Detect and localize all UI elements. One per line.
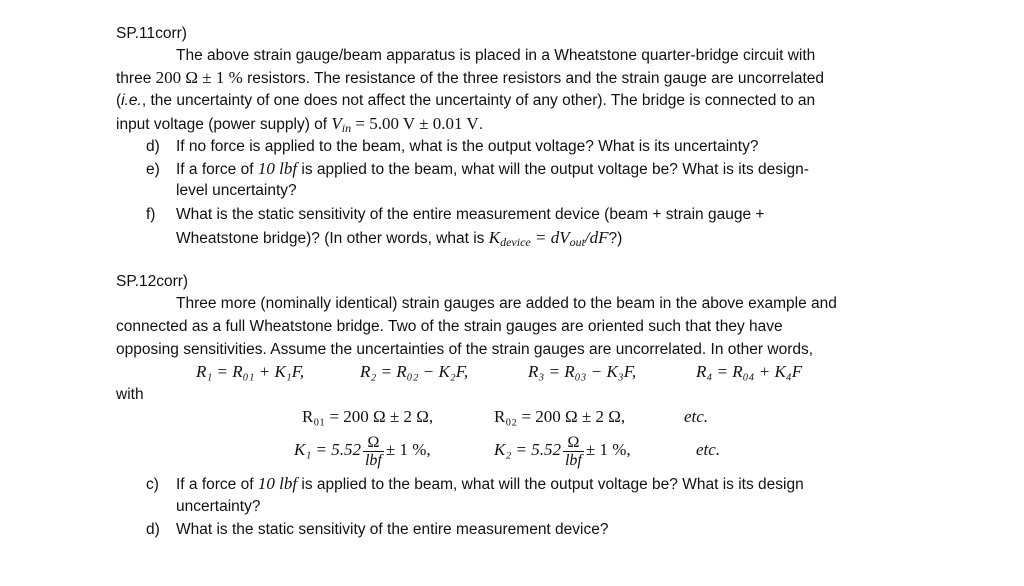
unit-fraction: $\frac{\Omega}{\text{lbf}}$ <box>364 433 382 469</box>
item-label: c) <box>146 476 159 493</box>
eq-r2: R₂ = R₀₂ − K₂F, <box>360 362 469 381</box>
sp12-intro-line1: Three more (nominally identical) strain gauges are added to the beam in the above example and <box>176 295 837 312</box>
sp12-item-d: d) What is the static sensitivity of the entire measurement device? <box>146 521 609 538</box>
eq-k1: K₁ = 5.52 $\frac{\Omega}{\text{lbf}}$ ± 1 %, <box>294 433 431 469</box>
sp11-item-e-cont: level uncertainty? <box>176 182 297 199</box>
eq-r3: R₃ = R₀₃ − K₃F, <box>528 362 637 381</box>
eq-r01: R₀₁ = 200 Ω ± 2 Ω, <box>302 407 434 426</box>
eq-r4: R₄ = R₀₄ + K₄F <box>696 362 803 381</box>
item-label: e) <box>146 161 160 178</box>
item-label: d) <box>146 521 160 538</box>
sp11-intro-line2: three 200 Ω ± 1 % resistors. The resistance of the three resistors and the strain gauge are uncorrelated <box>116 68 825 87</box>
sp12-item-c-cont: uncertainty? <box>176 498 261 515</box>
eq-k2: K₂ = 5.52 $\frac{\Omega}{\text{lbf}}$ ± 1 %, <box>494 433 631 469</box>
sp12-intro-line3: opposing sensitivities. Assume the uncertainties of the strain gauges are uncorrelated. In other words, <box>116 341 814 358</box>
eq-etc-2: etc. <box>696 440 721 459</box>
item-label: d) <box>146 138 160 155</box>
sp12-item-c: c) If a force of 10 lbf is applied to the beam, what will the output voltage be? What is its design <box>146 474 804 493</box>
item-label: f) <box>146 206 156 223</box>
sp11-heading: SP.11corr) <box>116 25 187 42</box>
input-voltage-value: = 5.00 V ± 0.01 V <box>351 114 479 133</box>
sp12-heading: SP.12corr) <box>116 273 189 290</box>
resistor-spec: 200 Ω ± 1 % <box>155 68 243 87</box>
eq-r02: R₀₂ = 200 Ω ± 2 Ω, <box>494 407 626 426</box>
eq-etc-1: etc. <box>684 407 709 426</box>
sp11-item-f: f) What is the static sensitivity of the entire measurement device (beam + strain gauge + <box>146 206 765 223</box>
sp11-intro-line4: input voltage (power supply) of $V_{in} = 5.00$ V ± 0.01 V. <box>116 114 484 135</box>
sp11-item-f-cont: Wheatstone bridge)? (In other words, what is $K_{device}$ = $dV_{out}/dF$?) <box>176 228 623 249</box>
sp11-item-d: d) If no force is applied to the beam, what is the output voltage? What is its uncertainty? <box>146 138 759 155</box>
eq-r1: R₁ = R₀₁ + K₁F, <box>196 362 305 381</box>
sp11-intro-line1: The above strain gauge/beam apparatus is placed in a Wheatstone quarter-bridge circuit with <box>176 47 816 64</box>
unit-fraction: $\frac{\Omega}{\text{lbf}}$ <box>564 433 582 469</box>
sp11-intro-line3: (i.e., the uncertainty of one does not affect the uncertainty of any other). The bridge is connected to an <box>116 92 816 109</box>
with-label: with <box>116 386 144 403</box>
input-voltage-var: V <box>331 114 342 133</box>
sp12-intro-line2: connected as a full Wheatstone bridge. Two of the strain gauges are oriented such that they have <box>116 318 783 335</box>
sp11-item-e: e) If a force of 10 lbf is applied to the beam, what will the output voltage be? What is its design- <box>146 159 809 178</box>
